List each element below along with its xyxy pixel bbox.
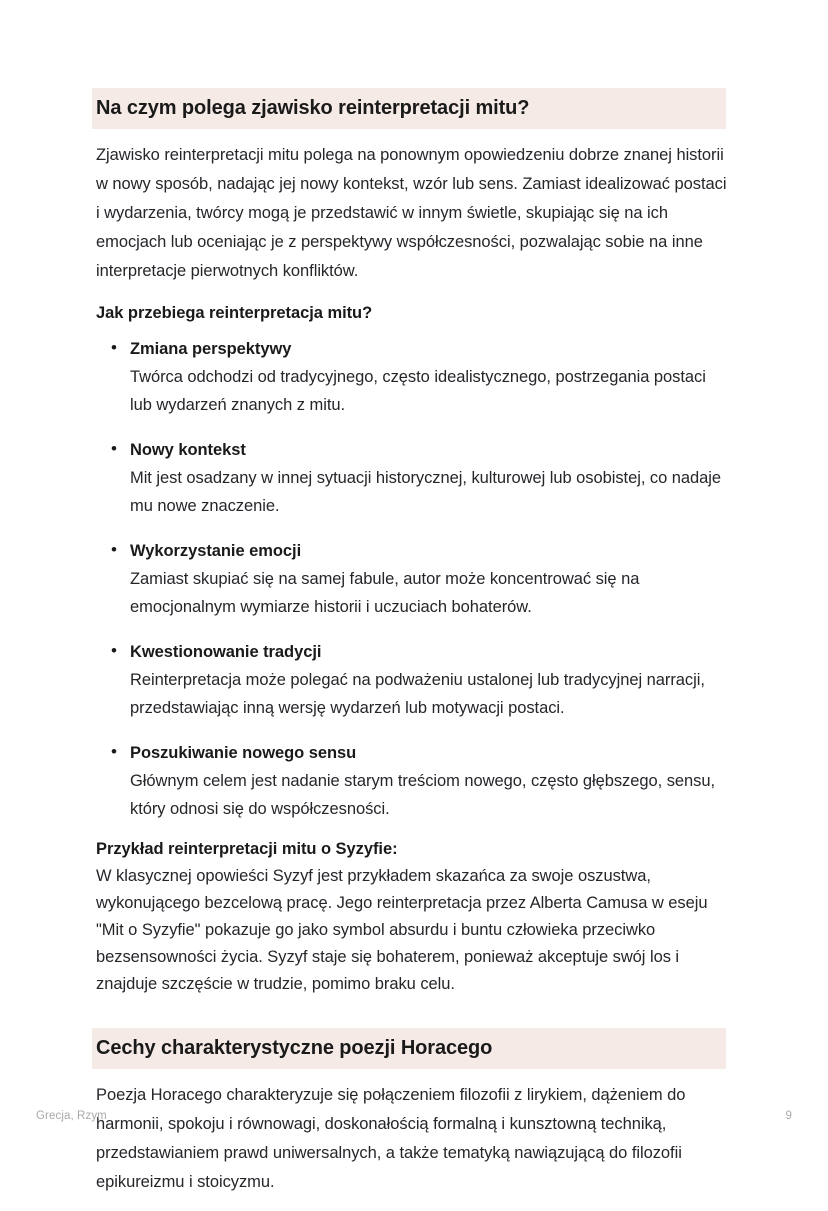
list-item-text: Mit jest osadzany w innej sytuacji historycznej, kulturowej lub osobistej, co nadaje mu nowe znaczenie. (130, 469, 722, 515)
list-item (96, 538, 730, 621)
example-paragraph: W klasycznej opowieści Syzyf jest przykładem skazańca za swoje oszustwa, wykonującego bezcelową pracę. Jego reinterpretacja przez Alberta Camusa w eseju "Mit o Syzyfie" pokazuje go jako symbol absurdu i buntu człowieka przeciwko bezsensowności życia. Syzyf staje się bohaterem, ponieważ akceptuje swój los i znajduje szczęście w trudzie, pomimo braku celu. (96, 867, 708, 993)
list-item (96, 336, 730, 419)
footer-page-number: 9 (785, 1110, 792, 1122)
list-item (96, 740, 730, 823)
list-item-title: • Kwestionowanie tradycji (130, 643, 322, 661)
list-item-text: Zamiast skupiać się na samej fabule, autor może koncentrować się na emocjonalnym wymiarze historii i uczuciach bohaterów. (130, 570, 640, 616)
list-item-title: • Nowy kontekst (130, 441, 246, 459)
section-intro-paragraph: Zjawisko reinterpretacji mitu polega na ponownym opowiedzeniu dobrze znanej historii w nowy sposób, nadając jej nowy kontekst, wzór lub sens. Zamiast idealizować postaci i wydarzenia, twórcy mogą je przedstawić w innym świetle, skupiając się na ich emocjach lub oceniając je z perspektywy współczesności, pozwalając sobie na inne interpretacje pierwotnych konfliktów. (96, 146, 727, 280)
bullet-list (96, 336, 730, 823)
list-item-text: Głównym celem jest nadanie starym treściom nowego, często głębszego, sensu, który odnosi się do współczesności. (130, 772, 716, 818)
example-title: Przykład reinterpretacji mitu o Syzyfie: (96, 840, 398, 858)
sub-heading-jak-przebiega: Jak przebiega reinterpretacja mitu? (96, 304, 373, 322)
list-item-title: • Zmiana perspektywy (130, 340, 292, 358)
list-item-text: Reinterpretacja może polegać na podważeniu ustalonej lub tradycyjnej narracji, przedstawiając inną wersję wydarzeń lub motywacji postaci. (130, 671, 705, 717)
list-item (96, 437, 730, 520)
list-item-title: • Poszukiwanie nowego sensu (130, 744, 357, 762)
list-item-text: Twórca odchodzi od tradycyjnego, często idealistycznego, postrzegania postaci lub wydarzeń znanych z mitu. (130, 368, 706, 414)
section-heading-horacy: Cechy charakterystyczne poezji Horacego (92, 1028, 726, 1069)
list-item-title: • Wykorzystanie emocji (130, 542, 302, 560)
page-footer (0, 1110, 828, 1134)
document-content (96, 88, 730, 1211)
section-intro-paragraph-horacy: Poezja Horacego charakteryzuje się połączeniem filozofii z lirykiem, dążeniem do harmonii, spokoju i równowagi, doskonałością formalną i kunsztowną techniką, przedstawianiem prawd uniwersalnych, a także tematyką nawiązującą do filozofii epikureizmu i stoicyzmu. (96, 1086, 686, 1191)
list-item (96, 639, 730, 722)
section-heading-reinterpretacja: Na czym polega zjawisko reinterpretacji mitu? (92, 88, 726, 129)
footer-chapter-label: Grecja, Rzym (36, 1110, 107, 1122)
